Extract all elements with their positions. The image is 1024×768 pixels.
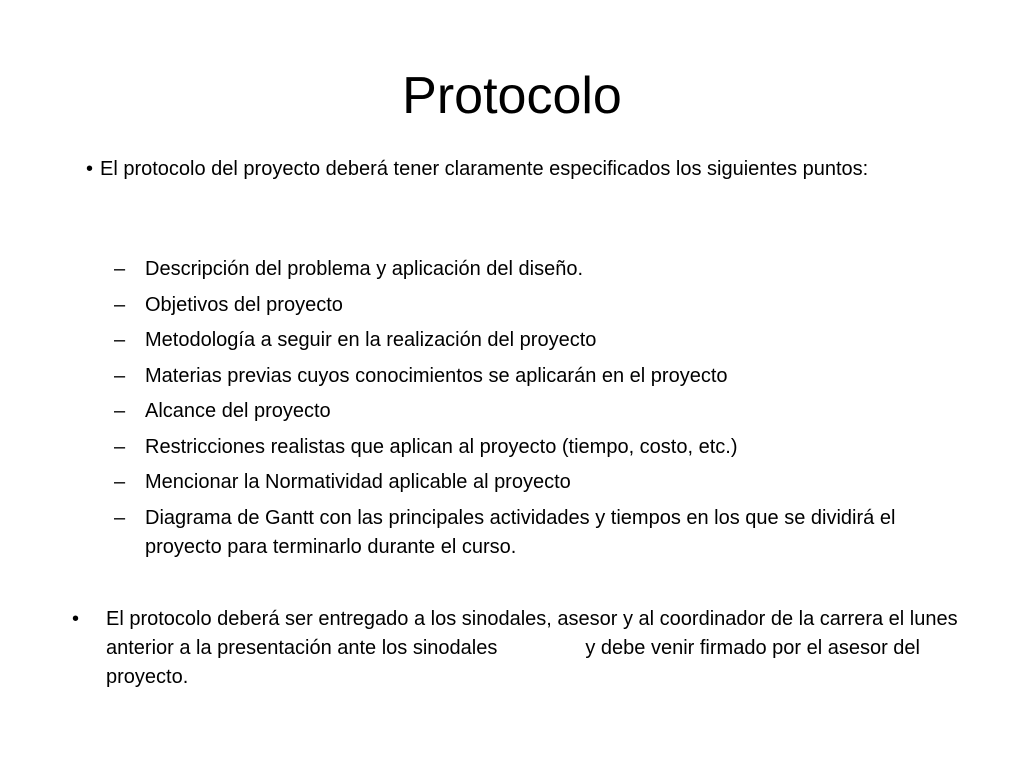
sub-bullet-item [114,362,974,391]
bullet-text [106,605,976,692]
bullet-text: El protocolo del proyecto deberá tener claramente especificados los siguientes puntos: [100,158,869,180]
sub-bullet-list [114,255,974,568]
sub-bullet-text: Alcance del proyecto [145,400,331,422]
dash-marker: – [114,258,126,280]
sub-bullet-item [114,291,974,320]
sub-bullet-text: Diagrama de Gantt con las principales actividades y tiempos en los que se dividirá el proyecto para terminarlo durante el curso. [145,506,896,558]
sub-bullet-text: Objetivos del proyecto [145,293,343,316]
slide-title: Protocolo [402,67,622,125]
bullet-marker: • [86,158,94,180]
dash-marker: – [114,471,126,493]
dash-marker: – [114,506,126,529]
dash-marker: – [114,435,126,458]
dash-marker: – [114,293,126,316]
sub-bullet-item [114,397,974,426]
dash-marker: – [114,329,126,351]
sub-bullet-text: Mencionar la Normatividad aplicable al proyecto [145,471,571,493]
dash-marker: – [114,364,126,387]
sub-bullet-item [114,468,974,497]
sub-bullet-item [114,504,974,562]
sub-bullet-text: Metodología a seguir en la realización del proyecto [145,329,597,351]
bullet-text-part: El protocolo deberá ser entregado a los sinodales, asesor y al coordinador de la carrera el lunes anterior a la presentación ante los sinodales [106,608,958,659]
bullet-marker: • [72,608,80,630]
dash-marker: – [114,400,126,422]
sub-bullet-item [114,326,974,355]
bullet-item [66,605,976,692]
sub-bullet-item [114,433,974,462]
sub-bullet-text: Restricciones realistas que aplican al proyecto (tiempo, costo, etc.) [145,435,738,458]
sub-bullet-item [114,255,974,284]
sub-bullet-text: Materias previas cuyos conocimientos se aplicarán en el proyecto [145,364,728,387]
bullet-text-part: y debe venir firmado por el asesor del proyecto. [106,637,920,688]
sub-bullet-text: Descripción del problema y aplicación del diseño. [145,258,584,280]
bullet-item [60,155,970,184]
